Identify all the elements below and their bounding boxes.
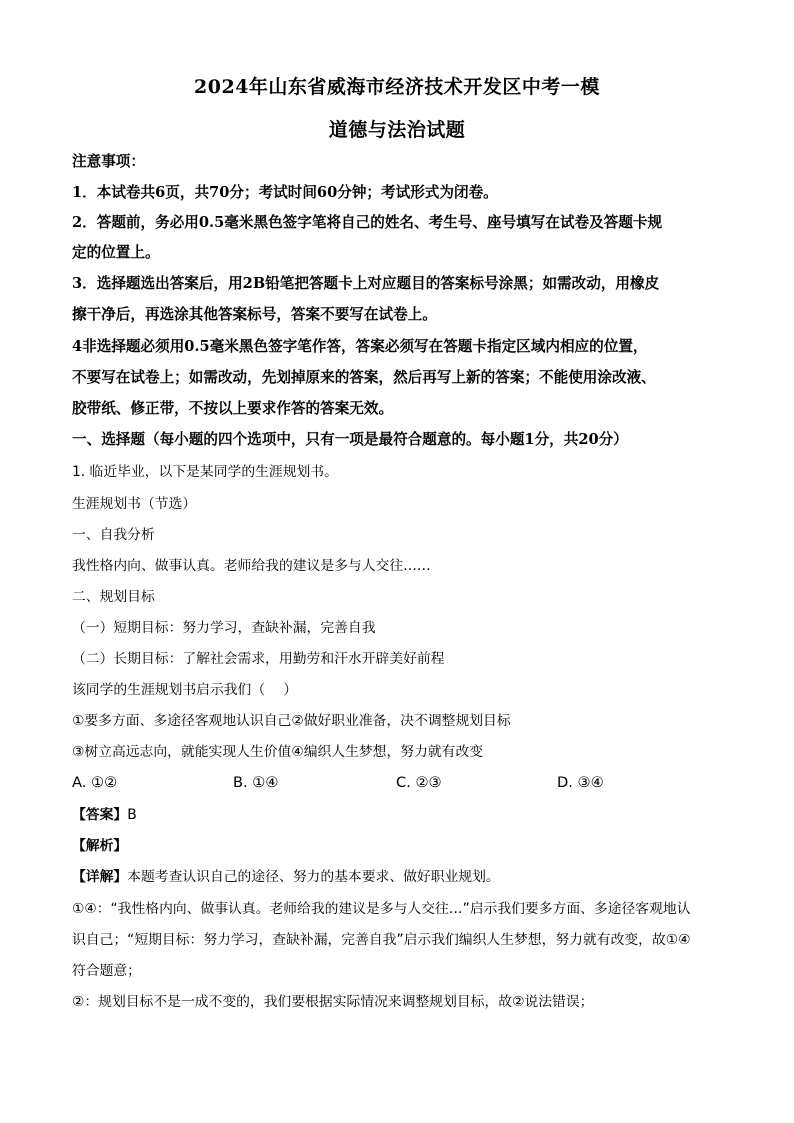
material-line: （二）长期目标：了解社会需求，用勤劳和汗水开辟美好前程 <box>72 651 445 667</box>
notice-line: 定的位置上。 <box>72 244 160 261</box>
notice-line: 1．本试卷共6页，共70分；考试时间60分钟；考试形式为闭卷。 <box>72 184 498 201</box>
detail-label: 【详解】 <box>72 869 128 885</box>
statement-line: ①要多方面、多途径客观地认识自己②做好职业准备，决不调整规划目标 <box>72 713 511 729</box>
option-c: C. ②③ <box>396 774 442 791</box>
page-title: 2024年山东省威海市经济技术开发区中考一模 <box>194 76 600 98</box>
notice-line: 胶带纸、修正带，不按以上要求作答的答案无效。 <box>72 400 394 417</box>
explanation-line: 符合题意； <box>72 963 141 979</box>
notice-line: 擦干净后，再选涂其他答案标号，答案不要写在试卷上。 <box>72 306 437 323</box>
answer-label: 【答案】 <box>72 807 128 823</box>
option-d: D. ③④ <box>557 774 604 791</box>
answer-value: B <box>127 807 137 823</box>
section-heading: 一、选择题（每小题的四个选项中，只有一项是最符合题意的。每小题1分，共20分） <box>72 431 628 448</box>
material-line: 一、自我分析 <box>72 527 155 543</box>
notice-line: 不要写在试卷上；如需改动，先划掉原来的答案，然后再写上新的答案；不能使用涂改液、 <box>72 369 656 386</box>
explanation-line: ①④：“我性格内向、做事认真。老师给我的建议是多与人交往…”启示我们要多方面、多途径客观地认 <box>72 901 691 917</box>
material-line: 二、规划目标 <box>72 589 155 605</box>
notice-heading: 注意事项： <box>72 153 145 170</box>
option-a: A. ①② <box>72 774 118 791</box>
statement-line: ③树立高远志向，就能实现人生价值④编织人生梦想，努力就有改变 <box>72 744 484 760</box>
option-b: B. ①④ <box>233 774 279 791</box>
explanation-line: 识自己；“短期目标：努力学习，查缺补漏，完善自我”启示我们编织人生梦想，努力就有改变，故①④ <box>72 932 691 948</box>
question-prompt: 该同学的生涯规划书启示我们（ ） <box>72 682 298 698</box>
detail-text: 本题考查认识自己的途径、努力的基本要求、做好职业规划。 <box>127 869 500 885</box>
material-line: 我性格内向、做事认真。老师给我的建议是多与人交往…… <box>72 558 431 574</box>
detail-line <box>72 867 732 887</box>
explanation-line: ②：规划目标不是一成不变的，我们要根据实际情况来调整规划目标，故②说法错误； <box>72 994 594 1010</box>
analysis-label: 【解析】 <box>72 838 128 854</box>
page-subtitle: 道德与法治试题 <box>328 119 466 141</box>
material-line: （一）短期目标：努力学习，查缺补漏，完善自我 <box>72 620 376 636</box>
material-line: 生涯规划书（节选） <box>72 496 197 512</box>
notice-line: 2．答题前，务必用0.5毫米黑色签字笔将自己的姓名、考生号、座号填写在试卷及答题卡规 <box>72 214 663 231</box>
notice-line: 3．选择题选出答案后，用2B铅笔把答题卡上对应题目的答案标号涂黑；如需改动，用橡皮 <box>72 275 660 292</box>
notice-line: 4非选择题必须用0.5毫米黑色签字笔作答，答案必须写在答题卡指定区域内相应的位置， <box>72 338 648 355</box>
question-stem: 1. 临近毕业，以下是某同学的生涯规划书。 <box>72 464 338 480</box>
answer-line <box>72 805 732 825</box>
